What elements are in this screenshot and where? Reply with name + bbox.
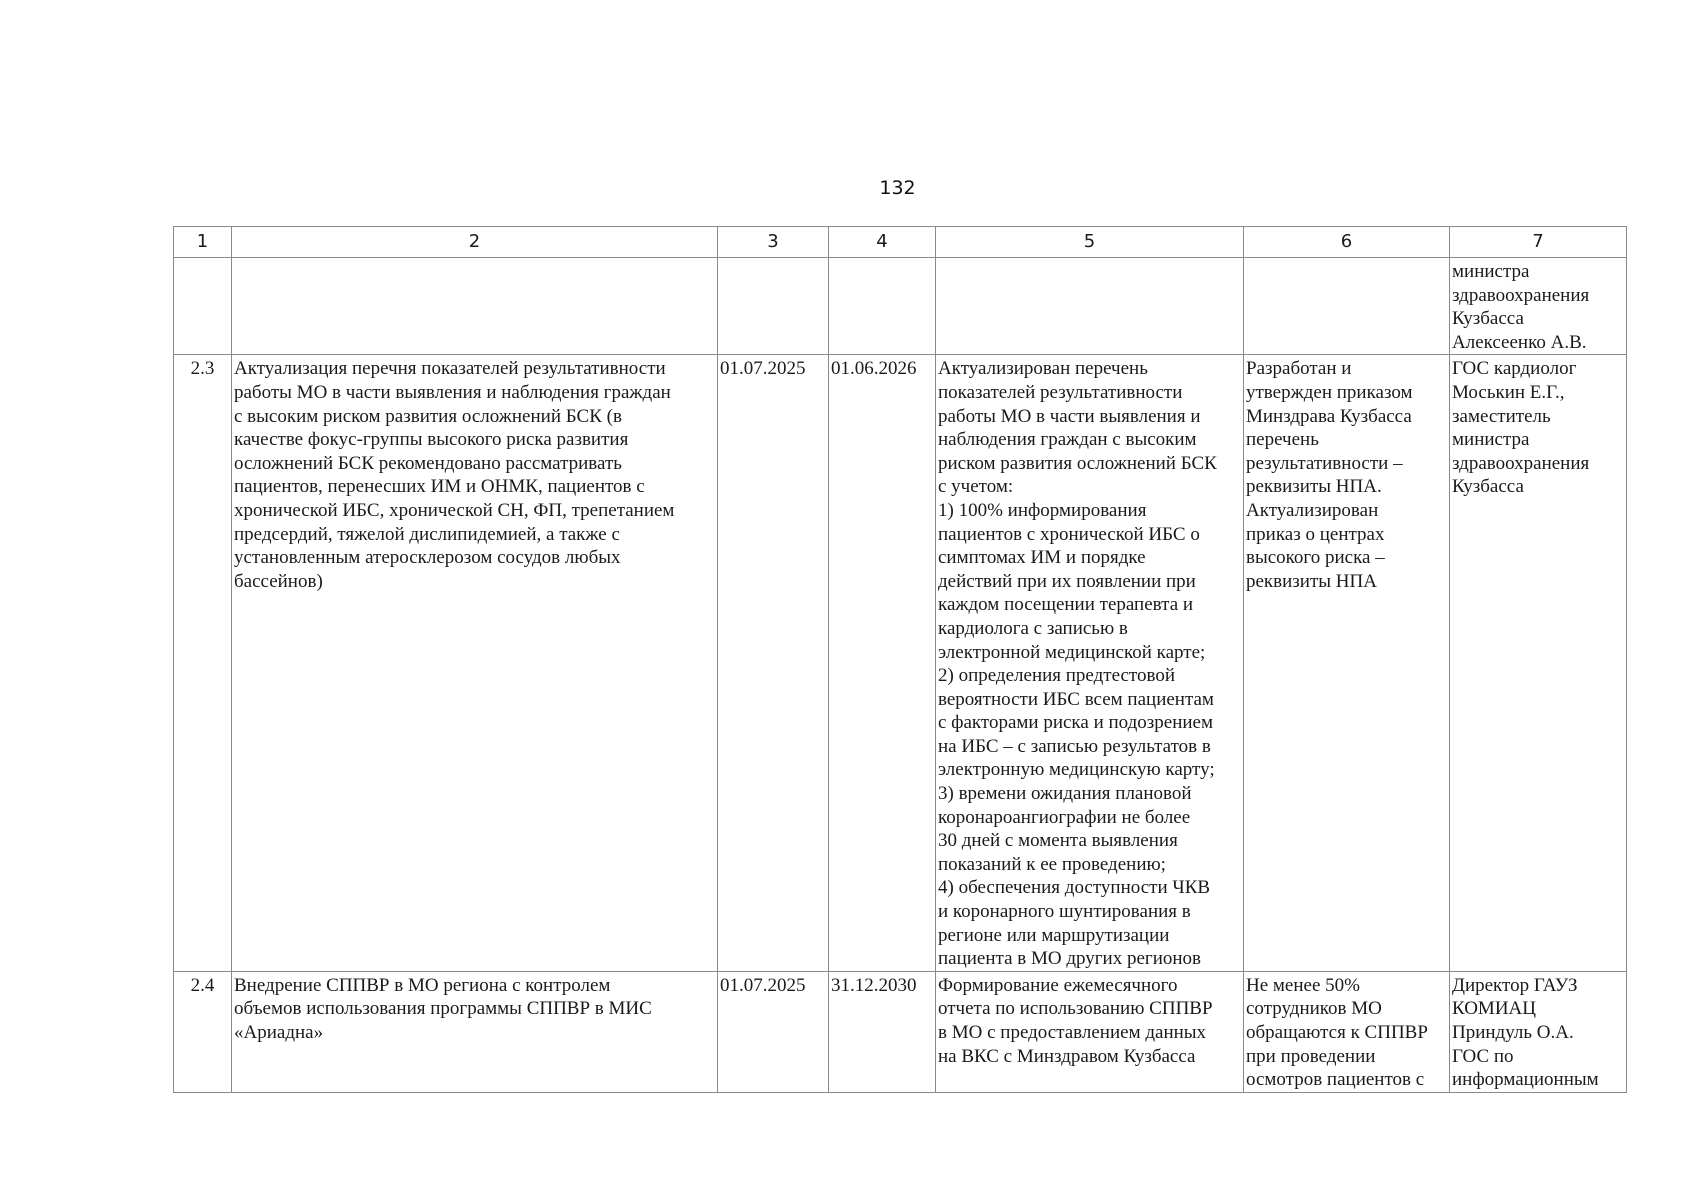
row-number: 2.4 [174,971,232,1092]
row-number: 2.3 [174,355,232,971]
header-col-5: 5 [936,227,1244,258]
responsible-cell: Директор ГАУЗ КОМИАЦ Приндуль О.А. ГОС по информационным [1450,971,1627,1092]
table-row [174,258,1627,355]
header-col-6: 6 [1244,227,1450,258]
table-row [174,355,1627,971]
header-row [174,227,1627,258]
header-col-3: 3 [718,227,829,258]
result-cell: Актуализирован перечень показателей результативности работы МО в части выявления и наблюдения граждан с высоким риском развития осложнений БСК с учетом: 1) 100% информирования пациентов с хронической ИБС о симптомах ИМ и порядке действий при их появлении при каждом посещении терапевта и кардиолога с записью в электронной медицинской карте; 2) определения предтестовой вероятности ИБС всем пациентам с факторами риска и подозрением на ИБС – с записью результатов в электронную медицинскую карту; 3) времени ожидания плановой коронароангиографии не более 30 дней с момента выявления показаний к ее проведению; 4) обеспечения доступности ЧКВ и коронарного шунтирования в регионе или маршрутизации пациента в МО других регионов [936,355,1244,971]
start-date-cell: 01.07.2025 [718,971,829,1092]
start-date-cell: 01.07.2025 [718,355,829,971]
measures-table [173,226,1627,1093]
header-col-7: 7 [1450,227,1627,258]
responsible-cell: министра здравоохранения Кузбасса Алексеенко А.В. [1450,258,1627,355]
end-date-cell: 01.06.2026 [829,355,936,971]
indicator-cell: Разработан и утвержден приказом Минздрава Кузбасса перечень результативности – реквизиты НПА. Актуализирован приказ о центрах высокого риска – реквизиты НПА [1244,355,1450,971]
row-number [174,258,232,355]
header-col-2: 2 [232,227,718,258]
activity-cell: Актуализация перечня показателей результативности работы МО в части выявления и наблюдения граждан с высоким риском развития осложнений БСК (в качестве фокус-группы высокого риска развития осложнений БСК рекомендовано рассматривать пациентов, перенесших ИМ и ОНМК, пациентов с хронической ИБС, хронической СН, ФП, трепетанием предсердий, тяжелой дислипидемией, а также с установленным атеросклерозом сосудов любых бассейнов) [232,355,718,971]
responsible-cell: ГОС кардиолог Моськин Е.Г., заместитель министра здравоохранения Кузбасса [1450,355,1627,971]
end-date-cell: 31.12.2030 [829,971,936,1092]
indicator-cell [1244,258,1450,355]
result-cell: Формирование ежемесячного отчета по использованию СППВР в МО с предоставлением данных на ВКС с Минздравом Кузбасса [936,971,1244,1092]
end-date-cell [829,258,936,355]
table-row [174,971,1627,1092]
header-col-1: 1 [174,227,232,258]
activity-cell [232,258,718,355]
indicator-cell: Не менее 50% сотрудников МО обращаются к СППВР при проведении осмотров пациентов с [1244,971,1450,1092]
page-number: 132 [879,177,916,199]
start-date-cell [718,258,829,355]
activity-cell: Внедрение СППВР в МО региона с контролем объемов использования программы СППВР в МИС «Ариадна» [232,971,718,1092]
result-cell [936,258,1244,355]
header-col-4: 4 [829,227,936,258]
